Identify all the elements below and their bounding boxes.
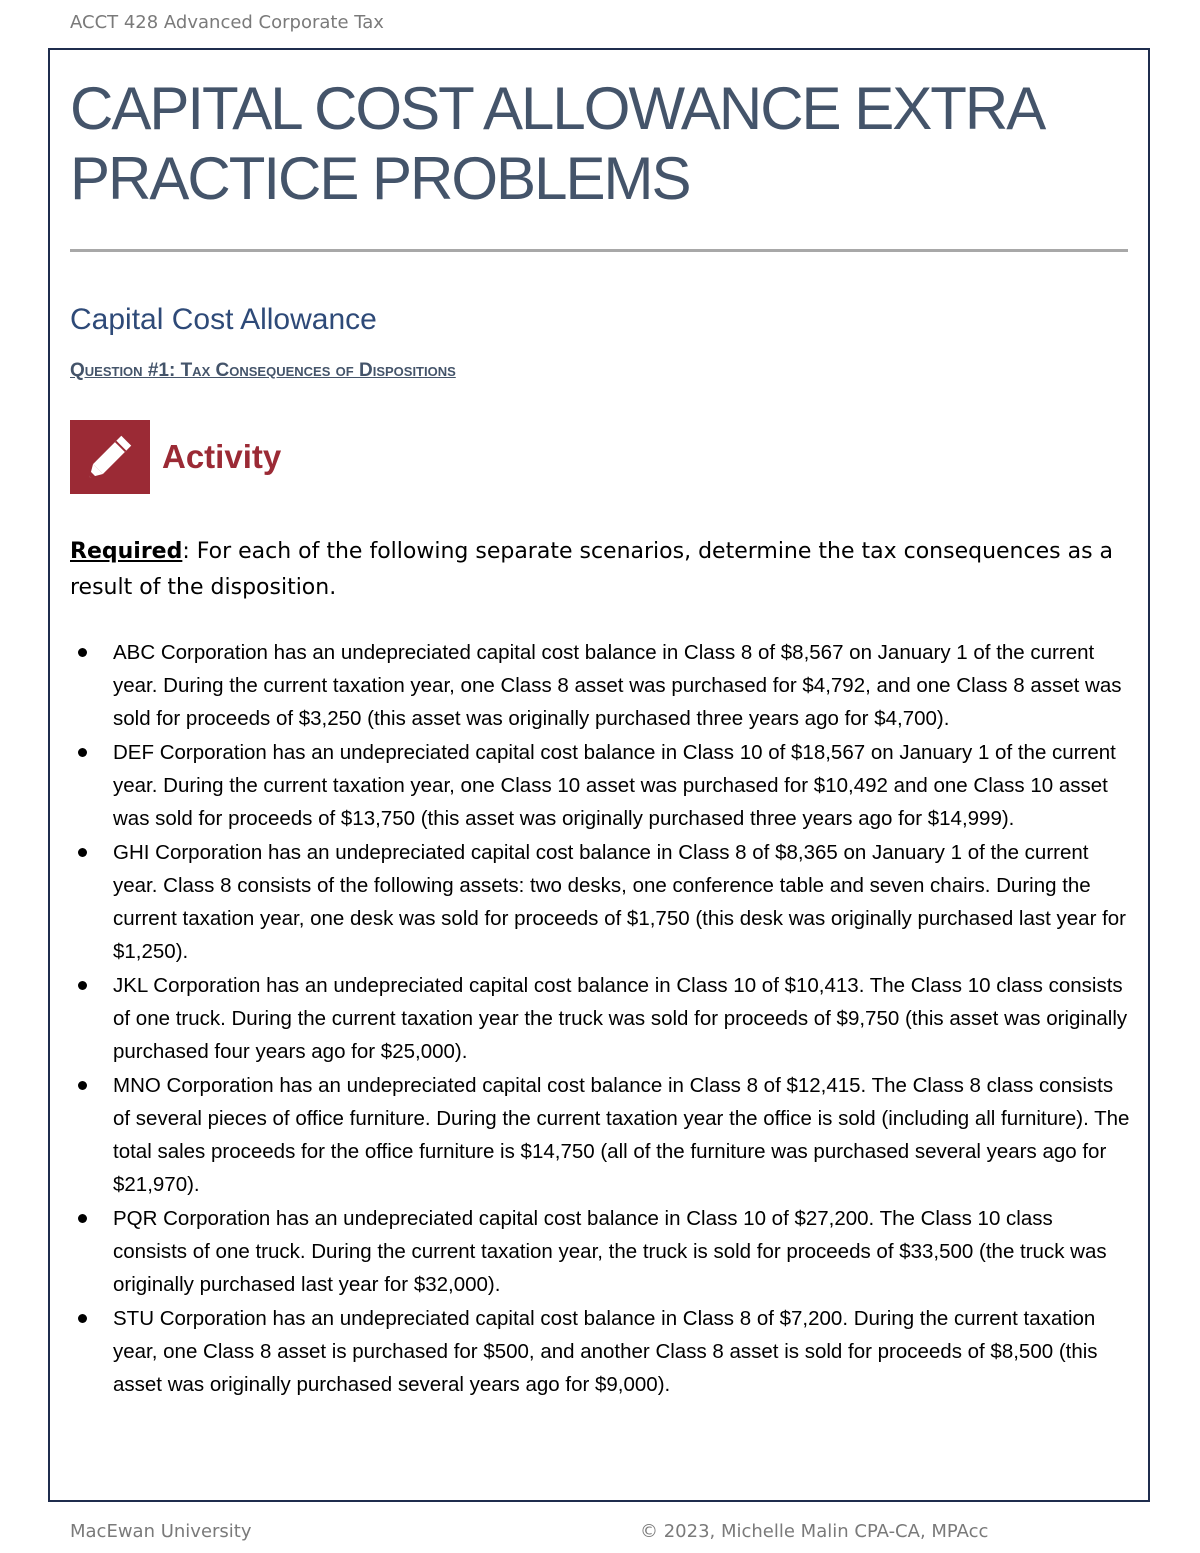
scenario-text: MNO Corporation has an undepreciated capital cost balance in Class 8 of $12,415. The Class 8 class consists of several pieces of office furniture. During the current taxation year the office is sold (including all furniture). The total sales proceeds for the office furniture is $14,750 (all of the furniture was purchased several years ago for $21,970).: [113, 1074, 1130, 1196]
list-item: [70, 1069, 1132, 1201]
scenario-list: [70, 636, 1132, 1402]
section-heading: Capital Cost Allowance: [70, 303, 377, 336]
running-header: ACCT 428 Advanced Corporate Tax: [70, 12, 384, 33]
scenario-text: GHI Corporation has an undepreciated capital cost balance in Class 8 of $8,365 on January 1 of the current year. Class 8 consists of the following assets: two desks, one conference table and seven chairs. During the current taxation year, one desk was sold for proceeds of $1,750 (this desk was originally purchased last year for $1,250).: [113, 841, 1127, 963]
scenario-text: ABC Corporation has an undepreciated capital cost balance in Class 8 of $8,567 on January 1 of the current year. During the current taxation year, one Class 8 asset was purchased for $4,792, and one Class 8 asset was sold for proceeds of $3,250 (this asset was originally purchased three years ago for $4,700).: [113, 641, 1122, 730]
scenario-text: STU Corporation has an undepreciated capital cost balance in Class 8 of $7,200. During the current taxation year, one Class 8 asset is purchased for $500, and another Class 8 asset is sold for proceeds of $8,500 (this asset was originally purchased several years ago for $9,000).: [113, 1307, 1098, 1396]
list-item: [70, 1202, 1132, 1301]
list-item: [70, 969, 1132, 1068]
required-instructions: [70, 534, 1130, 606]
activity-label: Activity: [162, 438, 282, 475]
list-item: [70, 736, 1132, 835]
list-item: [70, 1302, 1132, 1401]
scenario-text: JKL Corporation has an undepreciated capital cost balance in Class 10 of $10,413. The Class 10 class consists of one truck. During the current taxation year the truck was sold for proceeds of $9,750 (this asset was originally purchased four years ago for $25,000).: [113, 974, 1128, 1063]
required-text: : For each of the following separate scenarios, determine the tax consequences as a result of the disposition.: [70, 539, 1114, 600]
page-title: CAPITAL COST ALLOWANCE EXTRA PRACTICE PROBLEMS: [70, 75, 1041, 212]
bullet-icon: [78, 1314, 87, 1323]
bullet-icon: [78, 1214, 87, 1223]
footer-copyright: © 2023, Michelle Malin CPA-CA, MPAcc: [640, 1521, 989, 1542]
scenario-text: PQR Corporation has an undepreciated capital cost balance in Class 10 of $27,200. The Class 10 class consists of one truck. During the current taxation year, the truck is sold for proceeds of $33,500 (the truck was originally purchased last year for $32,000).: [113, 1207, 1107, 1296]
required-label: Required: [70, 539, 183, 564]
title-divider: [70, 249, 1128, 252]
bullet-icon: [78, 981, 87, 990]
bullet-icon: [78, 648, 87, 657]
list-item: [70, 836, 1132, 968]
footer-institution: MacEwan University: [70, 1521, 252, 1542]
bullet-icon: [78, 748, 87, 757]
scenario-text: DEF Corporation has an undepreciated capital cost balance in Class 10 of $18,567 on January 1 of the current year. During the current taxation year, one Class 10 asset was purchased for $10,492 and one Class 10 asset was sold for proceeds of $13,750 (this asset was originally purchased three years ago for $14,999).: [113, 741, 1116, 830]
activity-icon-box: [70, 420, 150, 494]
pencil-icon: [77, 426, 143, 488]
bullet-icon: [78, 1081, 87, 1090]
list-item: [70, 636, 1132, 735]
activity-banner: [70, 420, 281, 494]
bullet-icon: [78, 848, 87, 857]
question-heading: Question #1: Tax Consequences of Dispositions: [70, 360, 456, 381]
